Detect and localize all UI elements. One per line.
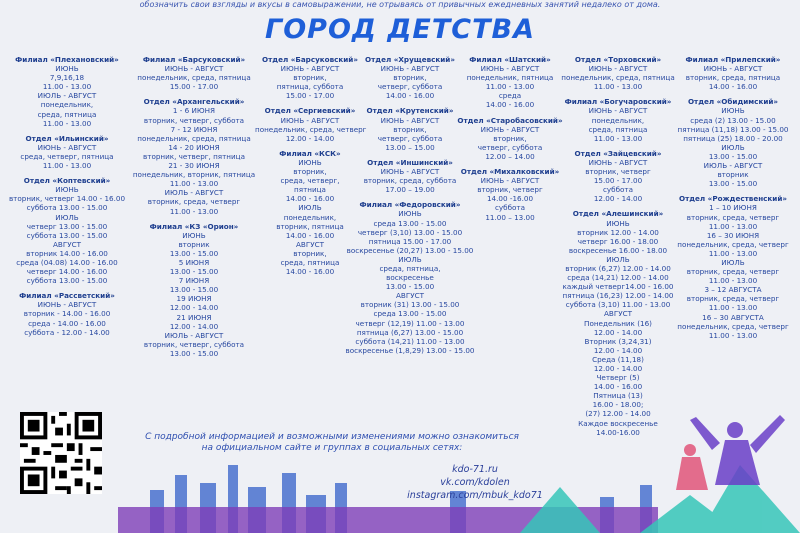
schedule-line: 12.00 – 14.00 xyxy=(485,151,535,161)
schedule-line: вторник, четверг, суббота xyxy=(143,339,245,349)
branch-name: Отдел «Сергиевский» xyxy=(264,106,356,116)
schedule-line: вторник - 14.00 - 16.00 xyxy=(23,309,111,319)
schedule-line: 13.00 – 15.00 xyxy=(385,142,435,152)
schedule-column-6 xyxy=(548,55,688,443)
branch-name: Отдел «Барсуковский» xyxy=(261,55,358,64)
branch-name: Отдел «Архангельский» xyxy=(143,97,245,107)
schedule-line: суббота (14,21) 11.00 - 13.00 xyxy=(355,336,465,346)
schedule-line: вторник 12.00 - 14.00 xyxy=(577,227,659,237)
schedule-line: ИЮНЬ xyxy=(298,157,322,167)
schedule-line: ИЮНЬ - АВГУСТ xyxy=(37,142,97,152)
schedule-line: АВГУСТ xyxy=(395,291,425,301)
schedule-line: 13.00 - 15.00 xyxy=(169,348,219,358)
schedule-line: вторник, четверг, суббота xyxy=(143,115,245,125)
schedule-line: суббота xyxy=(602,185,634,195)
schedule-line: вторник, четверг xyxy=(585,167,651,177)
schedule-line: среда xyxy=(498,91,522,101)
branch-block xyxy=(668,194,798,340)
branch-name: Филиал «КЗ «Орион» xyxy=(149,221,239,231)
schedule-line: 14.00 - 16.00 xyxy=(593,382,643,392)
schedule-line: ИЮЛЬ - АВГУСТ xyxy=(703,161,763,171)
schedule-line: 13.00 - 15.00 xyxy=(169,267,219,277)
vk-link[interactable]: vk.com/kdolen xyxy=(440,477,510,488)
schedule-line: 14.00 - 16.00 xyxy=(485,100,535,110)
schedule-line: ИЮНЬ - АВГУСТ xyxy=(703,64,763,74)
schedule-line: вторник, xyxy=(493,133,527,143)
schedule-line: четверг 16.00 - 18.00 xyxy=(577,236,659,246)
schedule-line: ИЮНЬ xyxy=(182,230,206,240)
branch-block xyxy=(8,55,126,128)
schedule-line: суббота 13.00 - 15.00 xyxy=(26,230,108,240)
schedule-line: 14.00 - 16.00 xyxy=(385,91,435,101)
schedule-line: 12.00 - 14.00 xyxy=(593,327,643,337)
schedule-line: среда, пятница xyxy=(588,124,648,134)
schedule-line: 21 ИЮНЯ xyxy=(176,312,212,322)
schedule-line: ИЮНЬ - АВГУСТ xyxy=(480,124,540,134)
schedule-line: вторник (6,27) 12.00 - 14.00 xyxy=(565,263,671,273)
info-line: на официальном сайте и группах в социальных сетях: xyxy=(201,443,463,453)
schedule-line: вторник, среда, четверг xyxy=(686,294,780,304)
branch-block xyxy=(668,55,798,91)
branch-block xyxy=(548,97,688,142)
schedule-line: вторник, четверг 14.00 - 16.00 xyxy=(8,194,126,204)
branch-name: Отдел «Михалковский» xyxy=(460,167,560,177)
schedule-line: суббота (3,10) 11.00 - 13.00 xyxy=(565,300,671,310)
schedule-line: пятница 15.00 - 17.00 xyxy=(368,236,452,246)
schedule-line: 16 – 30 ИЮНЯ xyxy=(706,230,760,240)
schedule-line: 11.00 - 13.00 xyxy=(593,133,643,143)
branch-block xyxy=(668,97,798,188)
schedule-line: ИЮНЬ - АВГУСТ xyxy=(164,64,224,74)
schedule-line: четверг, суббота xyxy=(377,82,443,92)
schedule-line: 7 - 12 ИЮНЯ xyxy=(170,124,218,134)
schedule-line: среда, пятница xyxy=(280,257,340,267)
schedule-line: суббота 13.00 - 15.00 xyxy=(26,203,108,213)
schedule-line: вторник, пятница xyxy=(276,221,344,231)
schedule-line: вторник 14.00 - 16.00 xyxy=(26,248,108,258)
schedule-line: ИЮНЬ - АВГУСТ xyxy=(380,64,440,74)
schedule-line: 15.00 - 17.00 xyxy=(285,91,335,101)
schedule-line: ИЮНЬ xyxy=(606,218,630,228)
schedule-line: 15.00 - 17.00 xyxy=(169,82,219,92)
social-links xyxy=(395,463,555,502)
branch-block xyxy=(8,134,126,170)
schedule-line: пятница, суббота xyxy=(276,82,344,92)
schedule-line: 13.00 - 15.00 xyxy=(708,179,758,189)
schedule-line: 11.00 – 13.00 xyxy=(485,212,535,222)
branch-block xyxy=(8,176,126,285)
branch-block xyxy=(548,55,688,91)
instagram-link[interactable]: instagram.com/mbuk_kdo71 xyxy=(407,490,543,501)
schedule-line: понедельник, xyxy=(591,115,645,125)
schedule-line: ИЮНЬ xyxy=(398,209,422,219)
schedule-line: 13.00 - 15.00 xyxy=(169,248,219,258)
schedule-line: вторник, среда, пятница xyxy=(685,73,781,83)
info-text xyxy=(112,432,552,454)
schedule-line: 11.00 - 13.00 xyxy=(485,82,535,92)
schedule-line: ИЮНЬ - АВГУСТ xyxy=(280,115,340,125)
schedule-line: ИЮЛЬ xyxy=(55,212,79,222)
schedule-line: пятница (25) 18.00 - 20.00 xyxy=(683,133,783,143)
schedule-line: ИЮНЬ - АВГУСТ xyxy=(380,115,440,125)
schedule-line: 1 - 6 ИЮНЯ xyxy=(172,106,216,116)
schedule-line: 11.00 - 13.00 xyxy=(593,82,643,92)
branch-block xyxy=(548,149,688,204)
branch-block xyxy=(130,97,258,215)
schedule-line: вторник, четверг xyxy=(477,185,543,195)
schedule-line: понедельник, вторник, пятница xyxy=(132,170,256,180)
branch-name: Отдел «Торховский» xyxy=(574,55,662,64)
schedule-line: суббота 13.00 - 15.00 xyxy=(26,276,108,286)
schedule-line: 12.00 - 14.00 xyxy=(285,133,335,143)
schedule-line: 21 - 30 ИЮНЯ xyxy=(168,161,220,171)
schedule-line: 11.00 - 13.00 xyxy=(708,221,758,231)
schedule-line: 11.00 - 13.00 xyxy=(708,248,758,258)
schedule-line: среда (14,21) 12.00 - 14.00 xyxy=(567,273,669,283)
schedule-line: ИЮЛЬ xyxy=(721,142,745,152)
schedule-line: Среда (11,18) xyxy=(592,354,644,364)
schedule-line: 12.00 - 14.00 xyxy=(169,321,219,331)
schedule-line: 11.00 - 13.00 xyxy=(708,276,758,286)
schedule-line: 11.00 - 13.00 xyxy=(42,118,92,128)
branch-name: Отдел «Обидимский» xyxy=(687,97,779,107)
schedule-line: вторник, xyxy=(393,73,427,83)
schedule-line: 17.00 – 19.00 xyxy=(385,185,435,195)
schedule-line: 5 ИЮНЯ xyxy=(178,257,210,267)
schedule-line: вторник, xyxy=(393,124,427,134)
schedule-line: среда 13.00 - 15.00 xyxy=(373,309,447,319)
schedule-line: 11.00 - 13.00 xyxy=(169,206,219,216)
schedule-line: ИЮЛЬ xyxy=(398,254,422,264)
schedule-line: среда, пятница, xyxy=(379,263,441,273)
branch-name: Отдел «Иншинский» xyxy=(367,157,453,167)
schedule-line: ИЮЛЬ - АВГУСТ xyxy=(164,330,224,340)
schedule-line: пятница xyxy=(294,185,326,195)
intro-text: обозначить свои взгляды и вкусы в самовыражении, не отрываясь от привычных ежедневных занятий недалеко от дома. xyxy=(139,0,661,9)
schedule-line: среда, четверг, пятница xyxy=(20,151,114,161)
schedule-line: ИЮНЬ - АВГУСТ xyxy=(37,300,97,310)
branch-name: Отдел «Крутенский» xyxy=(366,106,454,116)
schedule-line: четверг 14.00 - 16.00 xyxy=(26,267,108,277)
schedule-line: вторник, xyxy=(293,248,327,258)
schedule-line: среда (2) 13.00 - 15.00 xyxy=(690,115,776,125)
branch-name: Отдел «Ильинский» xyxy=(25,133,109,143)
schedule-line: 13.00 - 15.00 xyxy=(169,285,219,295)
schedule-line: понедельник, среда, четверг xyxy=(255,124,367,134)
schedule-line: четверг 13.00 - 15.00 xyxy=(26,221,108,231)
branch-name: Отдел «Хрущевский» xyxy=(365,55,455,64)
branch-name: Отдел «Алешинский» xyxy=(572,209,664,219)
schedule-line: четверг, суббота xyxy=(377,133,443,143)
schedule-line: ИЮЛЬ - АВГУСТ xyxy=(37,91,97,101)
schedule-line: среда (04.08) 14.00 - 16.00 xyxy=(16,257,118,267)
branch-block xyxy=(130,55,258,91)
schedule-line: пятница (11,18) 13.00 - 15.00 xyxy=(677,124,789,134)
schedule-line: среда, пятница xyxy=(37,109,97,119)
schedule-line: 12.00 - 14.00 xyxy=(169,303,219,313)
schedule-line: понедельник, xyxy=(283,212,337,222)
schedule-line: вторник, среда, четверг xyxy=(686,267,780,277)
schedule-line: 12.00 - 14.00 xyxy=(593,345,643,355)
schedule-line: ИЮНЬ xyxy=(55,64,79,74)
schedule-line: вторник, среда, четверг xyxy=(686,212,780,222)
schedule-line: ИЮНЬ - АВГУСТ xyxy=(480,176,540,186)
schedule-line: ИЮНЬ - АВГУСТ xyxy=(280,64,340,74)
branch-name: Отдел «Рождественский» xyxy=(678,194,788,204)
branch-name: Филиал «КСК» xyxy=(279,148,341,158)
schedule-line: ИЮЛЬ xyxy=(721,257,745,267)
schedule-line: (27) 12.00 - 14.00 xyxy=(585,409,651,419)
schedule-line: ИЮНЬ xyxy=(721,106,745,116)
schedule-line: 14.00 -16.00 xyxy=(486,194,534,204)
schedule-line: ИЮЛЬ xyxy=(298,203,322,213)
schedule-line: понедельник, среда, пятница xyxy=(137,133,251,143)
schedule-line: среда, четверг, xyxy=(280,176,340,186)
schedule-line: понедельник, пятница xyxy=(466,73,554,83)
branch-name: Филиал «Плехановский» xyxy=(15,55,119,64)
schedule-line: ИЮНЬ xyxy=(55,185,79,195)
schedule-line: Вторник (3,24,31) xyxy=(584,336,652,346)
schedule-line: вторник, среда, четверг xyxy=(147,197,241,207)
schedule-line: ИЮНЬ - АВГУСТ xyxy=(380,167,440,177)
schedule-line: вторник, четверг, пятница xyxy=(143,151,245,161)
schedule-line: пятница (6,27) 13.00 - 15.00 xyxy=(356,327,464,337)
schedule-line: ИЮЛЬ - АВГУСТ xyxy=(164,188,224,198)
schedule-line: среда 13.00 - 15.00 xyxy=(373,218,447,228)
schedule-line: ИЮНЬ - АВГУСТ xyxy=(588,157,648,167)
schedule-line: понедельник, xyxy=(40,100,94,110)
schedule-line: 7 ИЮНЯ xyxy=(178,276,210,286)
branch-name: Филиал «Федоровский» xyxy=(359,200,461,210)
schedule-line: ИЮНЬ - АВГУСТ xyxy=(588,106,648,116)
schedule-line: 12.00 - 14.00 xyxy=(593,364,643,373)
schedule-line: воскресенье (20,27) 13.00 - 15.00 xyxy=(346,245,474,255)
schedule-line: вторник, xyxy=(293,167,327,177)
schedule-line: 15.00 - 17.00 xyxy=(593,176,643,186)
schedule-line: Пятница (13) xyxy=(593,391,643,401)
branch-name: Отдел «Коптевский» xyxy=(23,176,111,186)
schedule-line: среда - 14.00 - 16.00 xyxy=(28,318,106,328)
schedule-line: вторник, среда, суббота xyxy=(363,176,457,186)
branch-block xyxy=(8,291,126,336)
schedule-line: четверг, суббота xyxy=(477,142,543,152)
branch-block xyxy=(130,222,258,358)
schedule-line: 16 – 30 АВГУСТА xyxy=(702,312,764,322)
schedule-line: 14.00 - 16.00 xyxy=(285,267,335,277)
schedule-line: ИЮНЬ - АВГУСТ xyxy=(480,64,540,74)
schedule-line: 13.00 - 15.00 xyxy=(708,151,758,161)
schedule-line: 19 ИЮНЯ xyxy=(176,294,212,304)
schedule-line: вторник xyxy=(178,239,210,249)
branch-name: Филиал «Рассветский» xyxy=(19,291,115,301)
schedule-line: 14.00 - 16.00 xyxy=(285,230,335,240)
branch-name: Отдел «Старобасовский» xyxy=(457,115,563,125)
schedule-line: понедельник, среда, четверг xyxy=(677,239,789,249)
schedule-line: 16.00 - 18.00; xyxy=(592,400,644,410)
schedule-line: 12.00 - 14.00 xyxy=(593,194,643,204)
schedule-line: воскресенье xyxy=(386,273,434,283)
schedule-line: 14.00 - 16.00 xyxy=(708,82,758,92)
schedule-line: вторник, xyxy=(293,73,327,83)
schedule-column-7 xyxy=(668,55,798,346)
schedule-line: 11.00 - 13.00 xyxy=(708,330,758,340)
schedule-line: 11.00 - 13.00 xyxy=(42,161,92,171)
schedule-line: 3 – 12 АВГУСТА xyxy=(704,285,762,295)
schedule-line: 7,9,16,18 xyxy=(49,73,85,83)
schedule-line: вторник xyxy=(717,170,749,180)
schedule-line: понедельник, среда, пятница xyxy=(561,73,675,83)
schedule-line: Четверг (5) xyxy=(596,373,640,383)
schedule-line: воскресенье (1,8,29) 13.00 - 15.00 xyxy=(345,345,475,355)
branch-name: Филиал «Прилепский» xyxy=(685,55,781,64)
schedule-line: 11.00 - 13.00 xyxy=(42,82,92,92)
schedule-line: четверг (3,10) 13.00 - 15.00 xyxy=(357,227,463,237)
schedule-line: 14.00 - 16.00 xyxy=(285,194,335,204)
schedule-line: 11.00 - 13.00 xyxy=(169,179,219,189)
schedule-line: ИЮНЬ - АВГУСТ xyxy=(588,64,648,74)
page-title: ГОРОД ДЕТСТВА xyxy=(265,14,535,45)
schedule-line: каждый четверг14.00 - 16.00 xyxy=(562,282,674,292)
schedule-line: 11.00 - 13.00 xyxy=(708,303,758,313)
schedule-column-1 xyxy=(8,55,126,343)
branch-name: Филиал «Барсуковский» xyxy=(142,55,246,64)
schedule-line: суббота xyxy=(494,203,526,213)
schedule-line: пятница (16,23) 12.00 - 14.00 xyxy=(562,291,674,301)
schedule-line: Понедельник (16) xyxy=(584,318,652,328)
schedule-line: АВГУСТ xyxy=(603,309,633,319)
schedule-line: воскресенье 16.00 - 18.00 xyxy=(568,245,668,255)
schedule-line: 14.00-16.00 xyxy=(596,427,640,437)
schedule-line: суббота - 12.00 - 14.00 xyxy=(24,327,110,337)
branch-name: Отдел «Зайцевский» xyxy=(574,148,662,158)
schedule-line: 1 – 10 ИЮНЯ xyxy=(709,203,757,213)
schedule-line: понедельник, среда, пятница xyxy=(137,73,251,83)
schedule-line: 14 - 20 ИЮНЯ xyxy=(168,142,220,152)
branch-name: Филиал «Богучаровский» xyxy=(564,97,672,107)
schedule-line: понедельник, среда, четверг xyxy=(677,321,789,331)
schedule-line: АВГУСТ xyxy=(52,239,82,249)
branch-name: Филиал «Шатский» xyxy=(469,55,551,64)
schedule-line: четверг (12,19) 11.00 - 13.00 xyxy=(355,318,465,328)
schedule-line: вторник (31) 13.00 - 15.00 xyxy=(360,300,460,310)
schedule-column-2 xyxy=(130,55,258,364)
schedule-line: ИЮЛЬ xyxy=(606,254,630,264)
info-line: С подробной информацией и возможными изменениями можно ознакомиться xyxy=(145,432,519,442)
website-link[interactable]: kdo-71.ru xyxy=(452,464,498,475)
schedule-line: Каждое воскресенье xyxy=(578,418,658,428)
schedule-line: 13.00 - 15.00 xyxy=(385,282,435,292)
schedule-line: АВГУСТ xyxy=(295,239,325,249)
